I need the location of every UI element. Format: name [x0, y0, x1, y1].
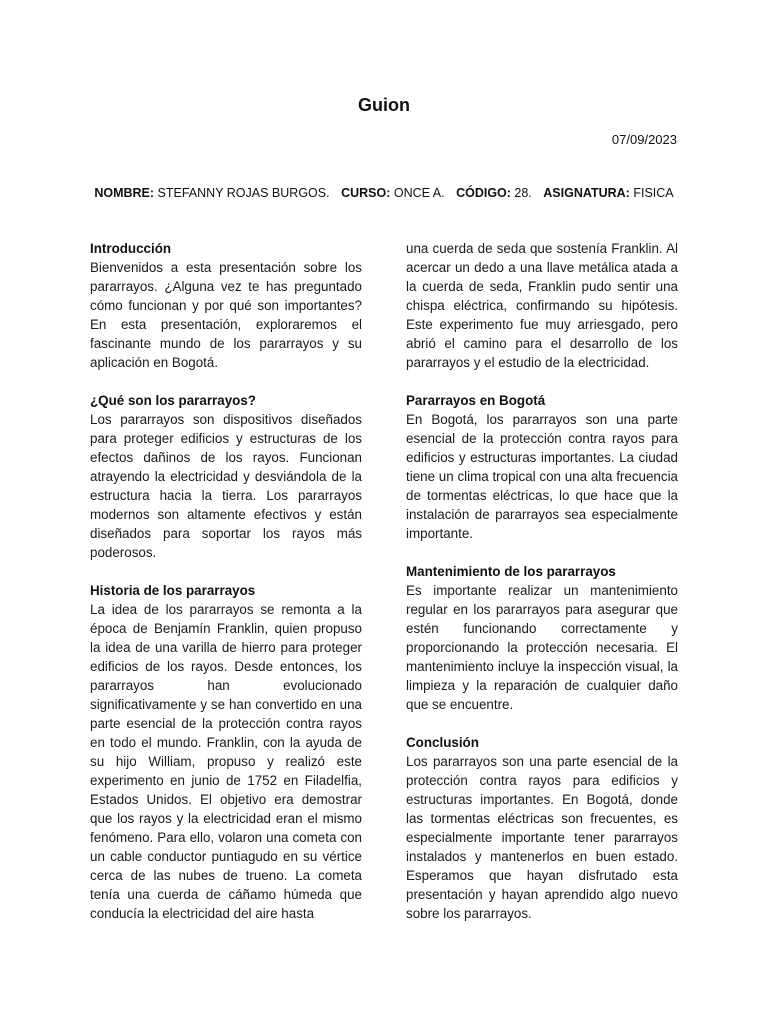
section-heading: Historia de los pararrayos [90, 583, 256, 598]
document-date: 07/09/2023 [611, 132, 677, 147]
asignatura-label: ASIGNATURA: [543, 186, 630, 200]
section-body: Los pararrayos son dispositivos diseñados para proteger edificios y estructuras de los efectos dañinos de los rayos. Funcionan atrayendo la electricidad y desviándola de la estructura hacia la tierra. Los pararrayos modernos son altamente efectivos y están diseñados para soportar los rayos más poderosos. [90, 412, 362, 560]
nombre-label: NOMBRE: [94, 186, 155, 200]
left-column [90, 239, 362, 942]
curso-label: CURSO: [341, 186, 391, 200]
curso-value: ONCE A. [393, 186, 445, 200]
section-mantenimiento [406, 562, 678, 714]
right-column [406, 239, 678, 942]
section-introduccion [90, 239, 362, 372]
codigo-value: 28. [514, 186, 532, 200]
section-bogota [406, 391, 678, 543]
section-body: Es importante realizar un mantenimiento regular en los pararrayos para asegurar que estén funcionando correctamente y proporcionando la protección necesaria. El mantenimiento incluye la inspección visual, la limpieza y la reparación de cualquier daño que se encuentre. [406, 583, 678, 712]
nombre-value: STEFANNY ROJAS BURGOS. [157, 186, 330, 200]
codigo-label: CÓDIGO: [456, 186, 511, 200]
section-conclusion [406, 733, 678, 923]
section-body: La idea de los pararrayos se remonta a la época de Benjamín Franklin, quien propuso la idea de una varilla de hierro para proteger edificios de los rayos. Desde entonces, los pararrayos han evolucionado significativamente y se han convertido en una parte esencial de la protección contra rayos en todo el mundo. Franklin, con la ayuda de su hijo William, propuso y realizó este experimento en junio de 1752 en Filadelfia, Estados Unidos. El objetivo era demostrar que los rayos y la electricidad eran el mismo fenómeno. Para ello, volaron una cometa con un cable conductor puntiagudo en su vértice cerca de las nubes de trueno. La cometa tenía una cuerda de cáñamo húmeda que conducía la electricidad del aire hasta [90, 602, 362, 921]
section-body: En Bogotá, los pararrayos son una parte esencial de la protección contra rayos para edificios y estructuras importantes. La ciudad tiene un clima tropical con una alta frecuencia de tormentas eléctricas, lo que hace que la instalación de pararrayos sea especialmente importante. [406, 412, 678, 541]
section-heading: Introducción [90, 241, 172, 256]
section-historia [90, 581, 362, 923]
student-info [0, 186, 768, 200]
section-heading: Pararrayos en Bogotá [406, 393, 546, 408]
asignatura-value: FISICA [633, 186, 674, 200]
section-que-son [90, 391, 362, 562]
historia-continuation: una cuerda de seda que sostenía Franklin. Al acercar un dedo a una llave metálica atada a la cuerda de seda, Franklin pudo sentir una chispa eléctrica, confirmando su hipótesis. Este experimento fue muy arriesgado, pero abrió el camino para el desarrollo de los pararrayos y el estudio de la electricidad. [406, 241, 678, 370]
section-body: Bienvenidos a esta presentación sobre los pararrayos. ¿Alguna vez te has preguntado cómo funcionan y por qué son importantes? En esta presentación, exploraremos el fascinante mundo de los pararrayos y su aplicación en Bogotá. [90, 260, 362, 370]
section-heading: ¿Qué son los pararrayos? [90, 393, 256, 408]
document-title: Guion [358, 95, 410, 115]
section-heading: Mantenimiento de los pararrayos [406, 564, 616, 579]
section-heading: Conclusión [406, 735, 479, 750]
section-body: Los pararrayos son una parte esencial de la protección contra rayos para edificios y estructuras importantes. En Bogotá, donde las tormentas eléctricas son frecuentes, es especialmente importante tener pararrayos instalados y mantenerlos en buen estado. Esperamos que hayan disfrutado esta presentación y hayan aprendido algo nuevo sobre los pararrayos. [406, 754, 678, 921]
